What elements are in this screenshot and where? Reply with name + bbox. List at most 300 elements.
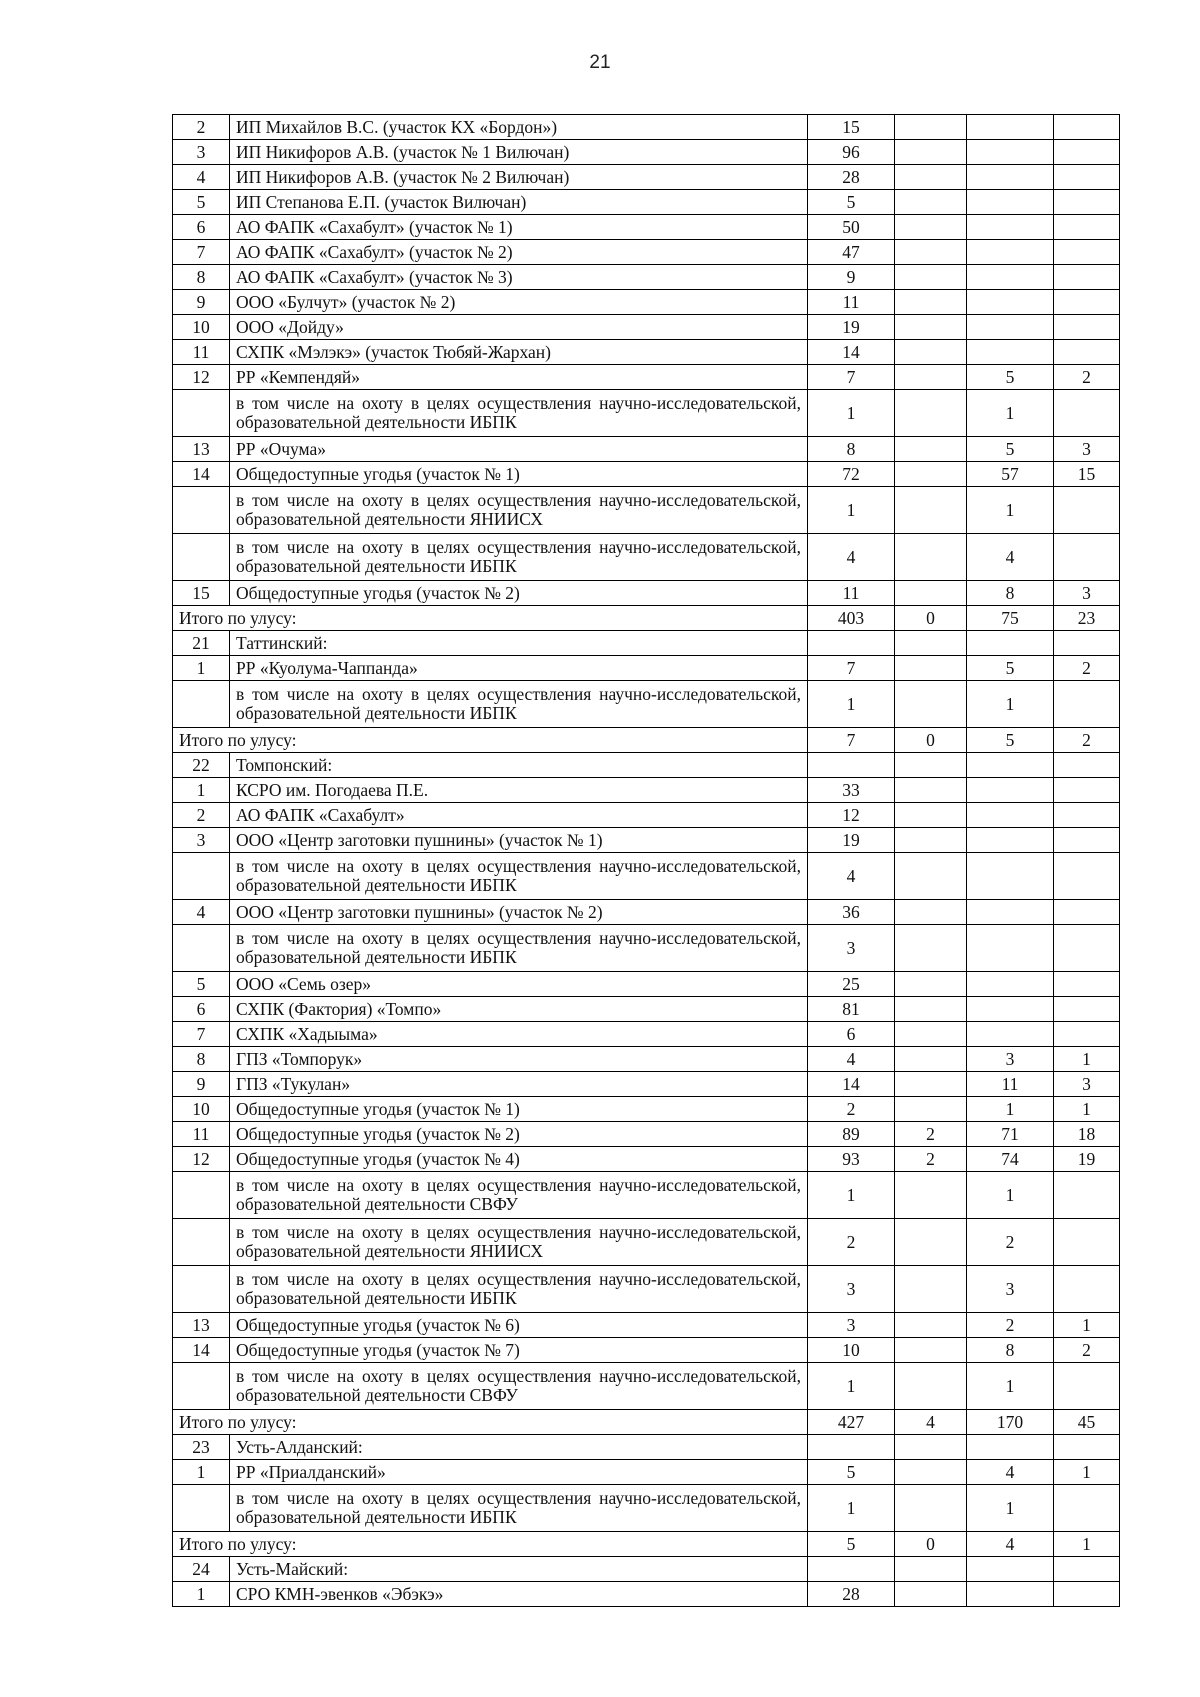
value-cell-4: 15 xyxy=(1054,462,1120,487)
value-cell-3 xyxy=(967,1022,1054,1047)
value-cell-3: 170 xyxy=(967,1410,1054,1435)
row-name: ГПЗ «Тукулан» xyxy=(230,1072,808,1097)
table-row xyxy=(173,240,1120,265)
value-cell-4 xyxy=(1054,315,1120,340)
value-cell-2 xyxy=(895,581,967,606)
value-cell-1: 1 xyxy=(808,1363,895,1410)
value-cell-1: 1 xyxy=(808,1485,895,1532)
value-cell-2 xyxy=(895,972,967,997)
total-row xyxy=(173,728,1120,753)
value-cell-2 xyxy=(895,290,967,315)
table-row xyxy=(173,462,1120,487)
table-row xyxy=(173,1460,1120,1485)
value-cell-3 xyxy=(967,925,1054,972)
value-cell-4: 3 xyxy=(1054,581,1120,606)
value-cell-1: 28 xyxy=(808,165,895,190)
row-name: Таттинский: xyxy=(230,631,808,656)
row-number xyxy=(173,1363,230,1410)
table-row xyxy=(173,140,1120,165)
row-number: 22 xyxy=(173,753,230,778)
value-cell-1: 10 xyxy=(808,1338,895,1363)
value-cell-3: 11 xyxy=(967,1072,1054,1097)
value-cell-3 xyxy=(967,972,1054,997)
value-cell-1: 7 xyxy=(808,656,895,681)
row-number: 6 xyxy=(173,997,230,1022)
value-cell-4 xyxy=(1054,190,1120,215)
row-name: ООО «Булчут» (участок № 2) xyxy=(230,290,808,315)
value-cell-4: 1 xyxy=(1054,1097,1120,1122)
row-number: 8 xyxy=(173,265,230,290)
table-row xyxy=(173,215,1120,240)
value-cell-3: 4 xyxy=(967,1460,1054,1485)
value-cell-2 xyxy=(895,1266,967,1313)
row-number: 9 xyxy=(173,290,230,315)
table-row xyxy=(173,115,1120,140)
value-cell-3 xyxy=(967,997,1054,1022)
value-cell-4 xyxy=(1054,215,1120,240)
value-cell-3 xyxy=(967,778,1054,803)
row-name: АО ФАПК «Сахабулт» (участок № 1) xyxy=(230,215,808,240)
value-cell-1: 2 xyxy=(808,1097,895,1122)
value-cell-1 xyxy=(808,1557,895,1582)
table-row xyxy=(173,165,1120,190)
row-name: СХПК «Мэлэкэ» (участок Тюбяй-Жархан) xyxy=(230,340,808,365)
value-cell-2: 2 xyxy=(895,1122,967,1147)
quota-table xyxy=(172,114,1120,1607)
value-cell-2 xyxy=(895,390,967,437)
row-name: АО ФАПК «Сахабулт» xyxy=(230,803,808,828)
value-cell-3 xyxy=(967,165,1054,190)
value-cell-3 xyxy=(967,215,1054,240)
value-cell-2 xyxy=(895,1582,967,1607)
value-cell-4 xyxy=(1054,265,1120,290)
value-cell-1: 96 xyxy=(808,140,895,165)
value-cell-4 xyxy=(1054,1557,1120,1582)
value-cell-1: 3 xyxy=(808,925,895,972)
row-name: ИП Никифоров А.В. (участок № 1 Вилючан) xyxy=(230,140,808,165)
value-cell-4 xyxy=(1054,631,1120,656)
table-row xyxy=(173,1097,1120,1122)
row-name: РР «Куолума-Чаппанда» xyxy=(230,656,808,681)
value-cell-3 xyxy=(967,265,1054,290)
value-cell-3: 2 xyxy=(967,1313,1054,1338)
value-cell-4 xyxy=(1054,340,1120,365)
value-cell-3: 8 xyxy=(967,581,1054,606)
value-cell-3 xyxy=(967,828,1054,853)
value-cell-1: 8 xyxy=(808,437,895,462)
row-number xyxy=(173,534,230,581)
value-cell-4 xyxy=(1054,1022,1120,1047)
row-number xyxy=(173,925,230,972)
value-cell-3: 1 xyxy=(967,487,1054,534)
row-name: ООО «Семь озер» xyxy=(230,972,808,997)
total-row xyxy=(173,1532,1120,1557)
table-row xyxy=(173,1313,1120,1338)
table-subrow xyxy=(173,1172,1120,1219)
row-name: СХПК «Хадыыма» xyxy=(230,1022,808,1047)
value-cell-4 xyxy=(1054,1172,1120,1219)
row-name: Общедоступные угодья (участок № 2) xyxy=(230,581,808,606)
row-name: ООО «Дойду» xyxy=(230,315,808,340)
table-subrow xyxy=(173,681,1120,728)
row-number: 24 xyxy=(173,1557,230,1582)
row-number: 5 xyxy=(173,190,230,215)
value-cell-3: 4 xyxy=(967,1532,1054,1557)
table-row xyxy=(173,1557,1120,1582)
value-cell-2 xyxy=(895,1313,967,1338)
value-cell-2 xyxy=(895,240,967,265)
row-number: 21 xyxy=(173,631,230,656)
value-cell-1: 36 xyxy=(808,900,895,925)
table-row xyxy=(173,340,1120,365)
value-cell-3: 5 xyxy=(967,728,1054,753)
table-subrow xyxy=(173,925,1120,972)
table-subrow xyxy=(173,390,1120,437)
value-cell-2 xyxy=(895,1557,967,1582)
value-cell-3: 71 xyxy=(967,1122,1054,1147)
value-cell-3 xyxy=(967,853,1054,900)
quota-table-body xyxy=(173,115,1120,1607)
table-row xyxy=(173,1022,1120,1047)
value-cell-4: 1 xyxy=(1054,1313,1120,1338)
value-cell-4 xyxy=(1054,997,1120,1022)
value-cell-2 xyxy=(895,1022,967,1047)
row-name: в том числе на охоту в целях осуществления научно-исследовательской, образовательной деятельности ИБПК xyxy=(230,534,808,581)
value-cell-4: 3 xyxy=(1054,437,1120,462)
total-label: Итого по улусу: xyxy=(173,1532,808,1557)
table-row xyxy=(173,1338,1120,1363)
value-cell-3 xyxy=(967,1557,1054,1582)
table-row xyxy=(173,265,1120,290)
value-cell-2 xyxy=(895,487,967,534)
value-cell-2 xyxy=(895,1172,967,1219)
table-row xyxy=(173,365,1120,390)
row-number xyxy=(173,1485,230,1532)
row-number xyxy=(173,853,230,900)
value-cell-4 xyxy=(1054,803,1120,828)
value-cell-2 xyxy=(895,1072,967,1097)
table-row xyxy=(173,437,1120,462)
row-name: КСРО им. Погодаева П.Е. xyxy=(230,778,808,803)
total-label: Итого по улусу: xyxy=(173,728,808,753)
value-cell-1: 19 xyxy=(808,315,895,340)
value-cell-3 xyxy=(967,140,1054,165)
row-number: 14 xyxy=(173,462,230,487)
value-cell-3: 1 xyxy=(967,681,1054,728)
value-cell-1: 6 xyxy=(808,1022,895,1047)
value-cell-1: 33 xyxy=(808,778,895,803)
row-name: Общедоступные угодья (участок № 1) xyxy=(230,1097,808,1122)
row-name: Общедоступные угодья (участок № 1) xyxy=(230,462,808,487)
value-cell-3 xyxy=(967,631,1054,656)
value-cell-4: 23 xyxy=(1054,606,1120,631)
row-number: 1 xyxy=(173,1582,230,1607)
value-cell-1: 93 xyxy=(808,1147,895,1172)
value-cell-2 xyxy=(895,828,967,853)
table-subrow xyxy=(173,1363,1120,1410)
value-cell-2: 0 xyxy=(895,728,967,753)
value-cell-4 xyxy=(1054,165,1120,190)
value-cell-2 xyxy=(895,1047,967,1072)
value-cell-1: 14 xyxy=(808,1072,895,1097)
table-row xyxy=(173,315,1120,340)
row-name: СХПК (Фактория) «Томпо» xyxy=(230,997,808,1022)
value-cell-4 xyxy=(1054,1582,1120,1607)
row-number: 4 xyxy=(173,900,230,925)
value-cell-3: 1 xyxy=(967,390,1054,437)
value-cell-4 xyxy=(1054,1435,1120,1460)
value-cell-3 xyxy=(967,115,1054,140)
row-name: Усть-Майский: xyxy=(230,1557,808,1582)
row-number: 3 xyxy=(173,140,230,165)
value-cell-3: 3 xyxy=(967,1266,1054,1313)
row-number xyxy=(173,1266,230,1313)
value-cell-1: 15 xyxy=(808,115,895,140)
row-number: 1 xyxy=(173,656,230,681)
value-cell-2 xyxy=(895,1097,967,1122)
value-cell-4: 18 xyxy=(1054,1122,1120,1147)
row-number: 9 xyxy=(173,1072,230,1097)
row-name: в том числе на охоту в целях осуществления научно-исследовательской, образовательной деятельности ИБПК xyxy=(230,1266,808,1313)
value-cell-4: 1 xyxy=(1054,1532,1120,1557)
row-name: в том числе на охоту в целях осуществления научно-исследовательской, образовательной деятельности ИБПК xyxy=(230,681,808,728)
value-cell-4 xyxy=(1054,1266,1120,1313)
row-name: РР «Кемпендяй» xyxy=(230,365,808,390)
row-number xyxy=(173,1219,230,1266)
row-number: 11 xyxy=(173,1122,230,1147)
value-cell-3: 5 xyxy=(967,437,1054,462)
row-number xyxy=(173,1172,230,1219)
table-row xyxy=(173,1435,1120,1460)
page-number: 21 xyxy=(589,52,611,73)
row-name: РР «Приалданский» xyxy=(230,1460,808,1485)
value-cell-4: 3 xyxy=(1054,1072,1120,1097)
total-row xyxy=(173,606,1120,631)
row-name: ИП Никифоров А.В. (участок № 2 Вилючан) xyxy=(230,165,808,190)
row-name: Общедоступные угодья (участок № 6) xyxy=(230,1313,808,1338)
value-cell-1 xyxy=(808,753,895,778)
table-subrow xyxy=(173,487,1120,534)
row-number: 12 xyxy=(173,365,230,390)
value-cell-1: 4 xyxy=(808,853,895,900)
value-cell-1: 89 xyxy=(808,1122,895,1147)
row-name: Усть-Алданский: xyxy=(230,1435,808,1460)
value-cell-2 xyxy=(895,215,967,240)
value-cell-2 xyxy=(895,631,967,656)
row-name: в том числе на охоту в целях осуществления научно-исследовательской, образовательной деятельности ИБПК xyxy=(230,853,808,900)
value-cell-3: 1 xyxy=(967,1097,1054,1122)
value-cell-3 xyxy=(967,315,1054,340)
value-cell-3 xyxy=(967,753,1054,778)
row-number: 2 xyxy=(173,115,230,140)
value-cell-2 xyxy=(895,1338,967,1363)
row-number: 12 xyxy=(173,1147,230,1172)
value-cell-2 xyxy=(895,1363,967,1410)
value-cell-1: 14 xyxy=(808,340,895,365)
table-row xyxy=(173,1072,1120,1097)
row-number: 15 xyxy=(173,581,230,606)
row-number: 10 xyxy=(173,1097,230,1122)
value-cell-3: 1 xyxy=(967,1172,1054,1219)
table-subrow xyxy=(173,1219,1120,1266)
row-name: в том числе на охоту в целях осуществления научно-исследовательской, образовательной деятельности ЯНИИСХ xyxy=(230,1219,808,1266)
row-name: Томпонский: xyxy=(230,753,808,778)
value-cell-1: 3 xyxy=(808,1266,895,1313)
value-cell-2 xyxy=(895,1485,967,1532)
table-row xyxy=(173,1047,1120,1072)
value-cell-2 xyxy=(895,853,967,900)
row-number: 7 xyxy=(173,1022,230,1047)
value-cell-3: 1 xyxy=(967,1363,1054,1410)
table-row xyxy=(173,631,1120,656)
table-row xyxy=(173,190,1120,215)
value-cell-1: 25 xyxy=(808,972,895,997)
value-cell-2 xyxy=(895,437,967,462)
value-cell-4: 2 xyxy=(1054,365,1120,390)
value-cell-3 xyxy=(967,803,1054,828)
value-cell-2 xyxy=(895,778,967,803)
value-cell-4 xyxy=(1054,1363,1120,1410)
value-cell-2 xyxy=(895,997,967,1022)
table-row xyxy=(173,972,1120,997)
value-cell-4 xyxy=(1054,778,1120,803)
value-cell-2 xyxy=(895,340,967,365)
value-cell-4: 1 xyxy=(1054,1047,1120,1072)
row-name: Общедоступные угодья (участок № 4) xyxy=(230,1147,808,1172)
value-cell-4: 1 xyxy=(1054,1460,1120,1485)
value-cell-2 xyxy=(895,803,967,828)
table-row xyxy=(173,900,1120,925)
value-cell-1: 7 xyxy=(808,365,895,390)
value-cell-4 xyxy=(1054,140,1120,165)
row-name: ИП Михайлов В.С. (участок КХ «Бордон») xyxy=(230,115,808,140)
value-cell-2: 4 xyxy=(895,1410,967,1435)
row-name: Общедоступные угодья (участок № 2) xyxy=(230,1122,808,1147)
value-cell-3: 74 xyxy=(967,1147,1054,1172)
value-cell-3 xyxy=(967,1435,1054,1460)
value-cell-4 xyxy=(1054,853,1120,900)
row-name: в том числе на охоту в целях осуществления научно-исследовательской, образовательной деятельности ЯНИИСХ xyxy=(230,487,808,534)
value-cell-3: 5 xyxy=(967,656,1054,681)
value-cell-2: 0 xyxy=(895,1532,967,1557)
table-row xyxy=(173,581,1120,606)
value-cell-1: 2 xyxy=(808,1219,895,1266)
value-cell-4: 2 xyxy=(1054,656,1120,681)
table-subrow xyxy=(173,534,1120,581)
value-cell-2 xyxy=(895,190,967,215)
row-number: 3 xyxy=(173,828,230,853)
value-cell-2 xyxy=(895,1460,967,1485)
table-row xyxy=(173,290,1120,315)
row-name: АО ФАПК «Сахабулт» (участок № 3) xyxy=(230,265,808,290)
value-cell-2 xyxy=(895,165,967,190)
value-cell-4 xyxy=(1054,925,1120,972)
value-cell-2: 0 xyxy=(895,606,967,631)
row-number xyxy=(173,487,230,534)
table-row xyxy=(173,753,1120,778)
value-cell-2 xyxy=(895,115,967,140)
value-cell-3: 1 xyxy=(967,1485,1054,1532)
value-cell-3 xyxy=(967,240,1054,265)
value-cell-4 xyxy=(1054,681,1120,728)
value-cell-1: 1 xyxy=(808,681,895,728)
row-name: в том числе на охоту в целях осуществления научно-исследовательской, образовательной деятельности ИБПК xyxy=(230,1485,808,1532)
row-number: 10 xyxy=(173,315,230,340)
row-name: ООО «Центр заготовки пушнины» (участок № 2) xyxy=(230,900,808,925)
value-cell-4 xyxy=(1054,828,1120,853)
value-cell-1: 3 xyxy=(808,1313,895,1338)
value-cell-2 xyxy=(895,656,967,681)
row-number: 1 xyxy=(173,1460,230,1485)
table-subrow xyxy=(173,853,1120,900)
row-number: 11 xyxy=(173,340,230,365)
value-cell-3 xyxy=(967,1582,1054,1607)
row-number: 13 xyxy=(173,1313,230,1338)
value-cell-4: 19 xyxy=(1054,1147,1120,1172)
total-row xyxy=(173,1410,1120,1435)
value-cell-4 xyxy=(1054,972,1120,997)
value-cell-1: 19 xyxy=(808,828,895,853)
value-cell-1: 4 xyxy=(808,534,895,581)
total-label: Итого по улусу: xyxy=(173,606,808,631)
value-cell-1: 50 xyxy=(808,215,895,240)
value-cell-2 xyxy=(895,462,967,487)
value-cell-1: 9 xyxy=(808,265,895,290)
value-cell-1: 5 xyxy=(808,1532,895,1557)
row-name: РР «Очума» xyxy=(230,437,808,462)
table-row xyxy=(173,656,1120,681)
row-name: в том числе на охоту в целях осуществления научно-исследовательской, образовательной деятельности ИБПК xyxy=(230,925,808,972)
value-cell-4 xyxy=(1054,240,1120,265)
table-row xyxy=(173,828,1120,853)
row-number: 4 xyxy=(173,165,230,190)
row-name: АО ФАПК «Сахабулт» (участок № 2) xyxy=(230,240,808,265)
value-cell-1: 5 xyxy=(808,1460,895,1485)
value-cell-1: 1 xyxy=(808,487,895,534)
value-cell-2 xyxy=(895,925,967,972)
row-number xyxy=(173,681,230,728)
value-cell-2 xyxy=(895,753,967,778)
value-cell-4 xyxy=(1054,115,1120,140)
value-cell-1 xyxy=(808,1435,895,1460)
value-cell-1: 1 xyxy=(808,1172,895,1219)
value-cell-2 xyxy=(895,140,967,165)
value-cell-3 xyxy=(967,190,1054,215)
value-cell-1: 28 xyxy=(808,1582,895,1607)
value-cell-3: 2 xyxy=(967,1219,1054,1266)
value-cell-1: 403 xyxy=(808,606,895,631)
value-cell-3: 3 xyxy=(967,1047,1054,1072)
value-cell-1: 12 xyxy=(808,803,895,828)
value-cell-2 xyxy=(895,1435,967,1460)
value-cell-4 xyxy=(1054,1485,1120,1532)
value-cell-2 xyxy=(895,681,967,728)
row-number: 7 xyxy=(173,240,230,265)
table-row xyxy=(173,1122,1120,1147)
value-cell-1 xyxy=(808,631,895,656)
row-number: 2 xyxy=(173,803,230,828)
value-cell-3 xyxy=(967,340,1054,365)
row-name: СРО КМН-эвенков «Эбэкэ» xyxy=(230,1582,808,1607)
row-number: 1 xyxy=(173,778,230,803)
table-row xyxy=(173,778,1120,803)
value-cell-3: 4 xyxy=(967,534,1054,581)
row-number: 5 xyxy=(173,972,230,997)
value-cell-4 xyxy=(1054,487,1120,534)
value-cell-2 xyxy=(895,534,967,581)
value-cell-1: 81 xyxy=(808,997,895,1022)
value-cell-1: 5 xyxy=(808,190,895,215)
